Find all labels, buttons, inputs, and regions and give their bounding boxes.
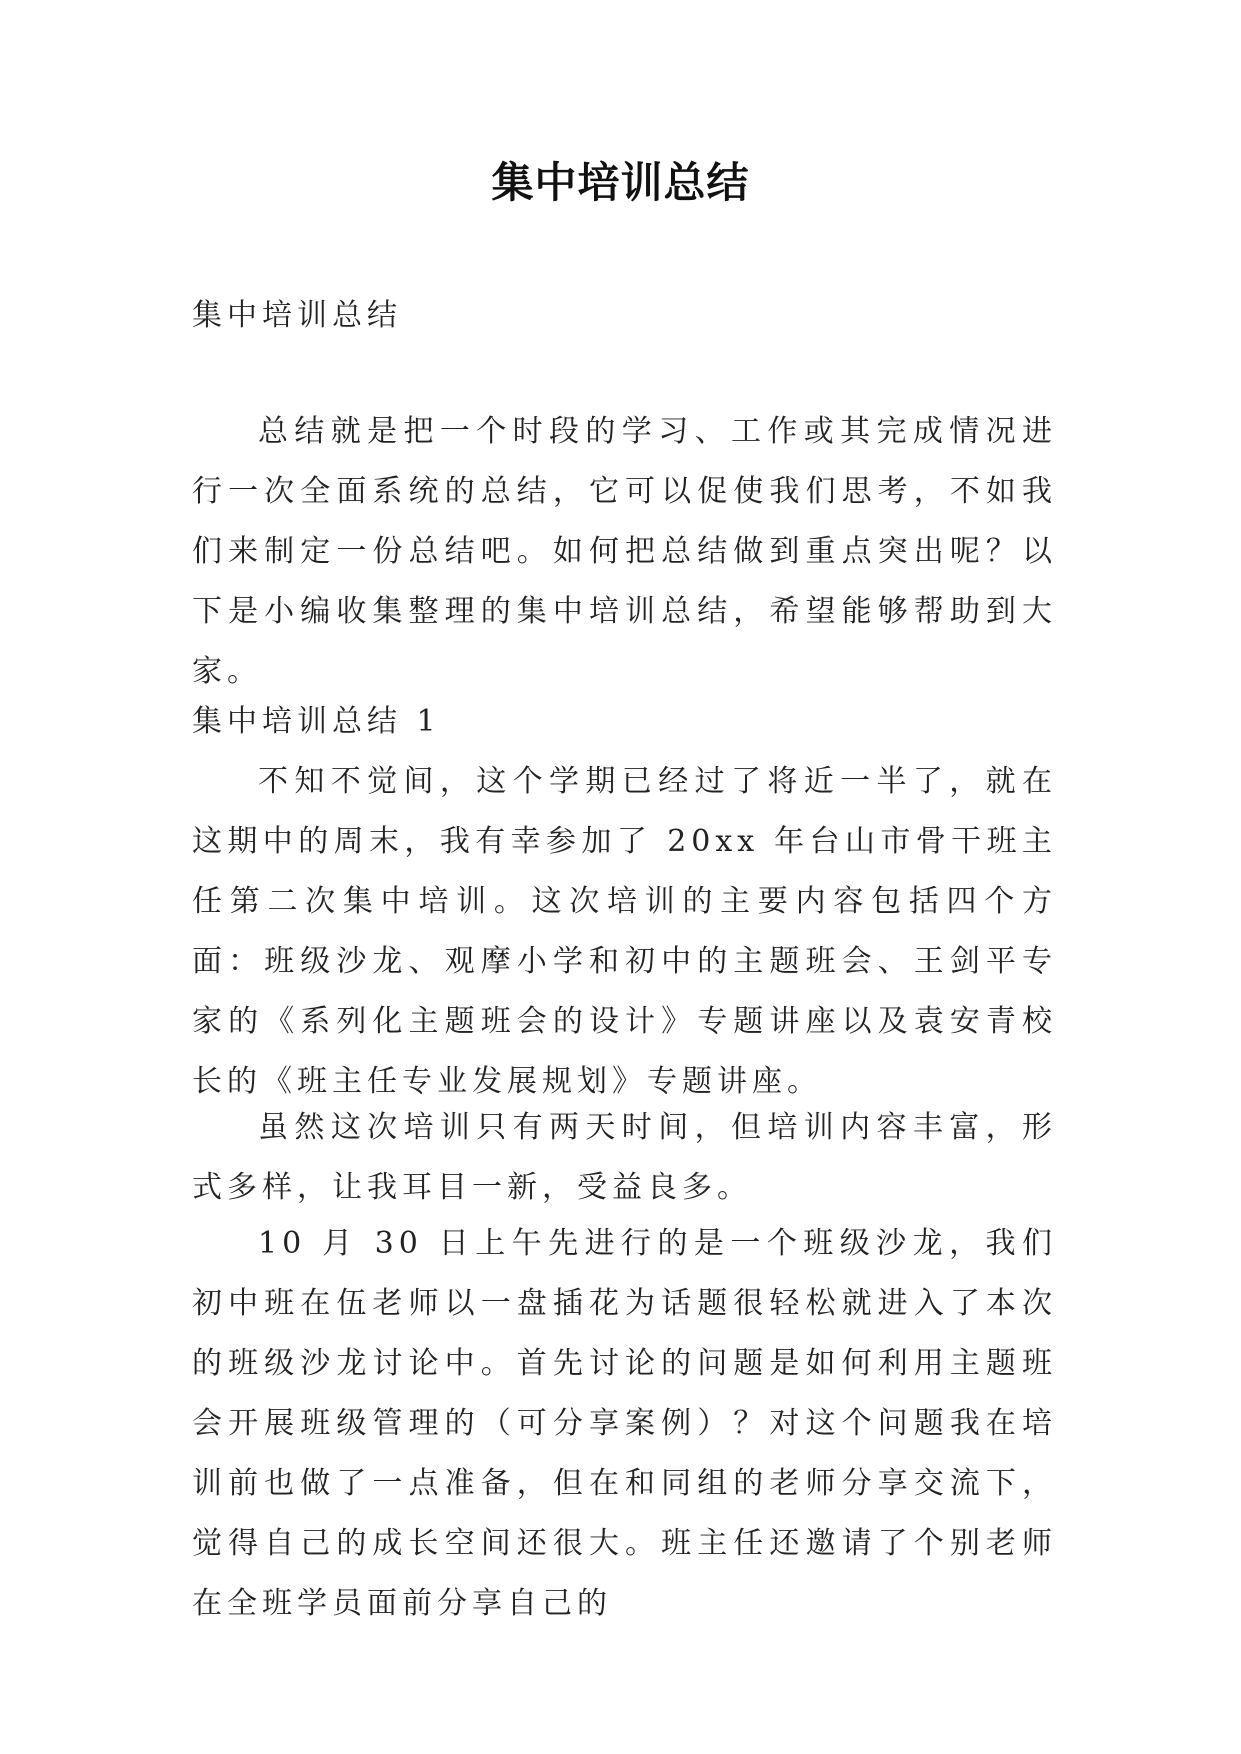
document-title: 集中培训总结: [491, 158, 750, 207]
section-heading: 集中培训总结 1: [192, 704, 441, 739]
paragraph-2: 虽然这次培训只有两天时间，但培训内容丰富，形式多样，让我耳目一新，受益良多。: [192, 1110, 1057, 1205]
document-subtitle: 集中培训总结: [192, 298, 402, 333]
paragraph-1: 不知不觉间，这个学期已经过了将近一半了，就在这期中的周末，我有幸参加了 20xx 年台山市骨干班主任第二次集中培训。这次培训的主要内容包括四个方面：班级沙龙、观摩小学和初中的主题班会、王剑平专家的《系列化主题班会的设计》专题讲座以及袁安青校长的《班主任专业发展规划》专题讲座。: [192, 764, 1057, 1099]
intro-paragraph: 总结就是把一个时段的学习、工作或其完成情况进行一次全面系统的总结，它可以促使我们思考，不如我们来制定一份总结吧。如何把总结做到重点突出呢？以下是小编收集整理的集中培训总结，希望能够帮助到大家。: [192, 414, 1057, 689]
paragraph-3: 10 月 30 日上午先进行的是一个班级沙龙，我们初中班在伍老师以一盘插花为话题很轻松就进入了本次的班级沙龙讨论中。首先讨论的问题是如何利用主题班会开展班级管理的（可分享案例）？对这个问题我在培训前也做了一点准备，但在和同组的老师分享交流下，觉得自己的成长空间还很大。班主任还邀请了个别老师在全班学员面前分享自己的: [192, 1226, 1057, 1621]
